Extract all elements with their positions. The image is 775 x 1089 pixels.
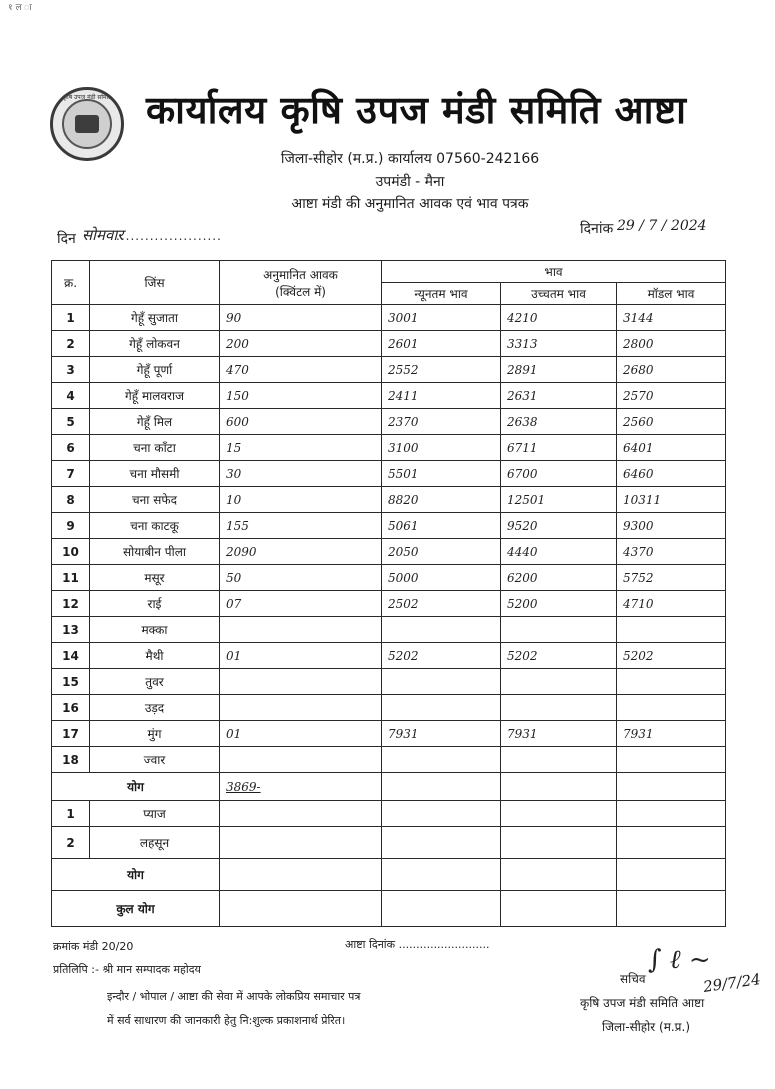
header-submandi: उपमंडी - मैना (375, 174, 445, 190)
page-title: कार्यालय कृषि उपज मंडी समिति आष्टा (146, 88, 687, 132)
row-sn: 4 (52, 383, 90, 409)
row-model-price: 6460 (617, 461, 726, 487)
row-arrival (220, 747, 382, 773)
row-arrival: 150 (220, 383, 382, 409)
table-row (52, 643, 726, 669)
row-sn: 8 (52, 487, 90, 513)
total-label: योग (52, 859, 220, 891)
row-model-price: 10311 (617, 487, 726, 513)
table-row (52, 565, 726, 591)
grand-total-label: कुल योग (52, 891, 220, 927)
header-serial-number: क्र. (52, 261, 90, 305)
total-row (52, 859, 726, 891)
row-commodity: मैथी (90, 643, 220, 669)
row-max-price: 12501 (501, 487, 617, 513)
row-max-price: 6711 (501, 435, 617, 461)
row-sn: 15 (52, 669, 90, 695)
row-max-price: 6200 (501, 565, 617, 591)
table-row (52, 695, 726, 721)
row-sn: 11 (52, 565, 90, 591)
row-min-price: 5202 (382, 643, 501, 669)
row-arrival: 600 (220, 409, 382, 435)
signature-org: कृषि उपज मंडी समिति आष्टा (580, 996, 705, 1010)
signature-mark: ∫ ℓ ~ (648, 945, 711, 975)
table-row (52, 669, 726, 695)
row-model-price (617, 695, 726, 721)
row-commodity: गेहूँ लोकवन (90, 331, 220, 357)
row-commodity: चना काटकू (90, 513, 220, 539)
row-min-price (382, 669, 501, 695)
row-min-price: 7931 (382, 721, 501, 747)
table-row (52, 827, 726, 859)
row-commodity: चना मौसमी (90, 461, 220, 487)
table-row (52, 747, 726, 773)
row-max-price: 7931 (501, 721, 617, 747)
row-arrival: 10 (220, 487, 382, 513)
row-min-price (382, 617, 501, 643)
row-min-price (382, 747, 501, 773)
row-min-price: 2502 (382, 591, 501, 617)
row-commodity: लहसून (90, 827, 220, 859)
table-row (52, 331, 726, 357)
total-arrival: 3869- (220, 773, 382, 801)
table-row (52, 591, 726, 617)
row-sn: 16 (52, 695, 90, 721)
row-arrival: 90 (220, 305, 382, 331)
row-model-price: 7931 (617, 721, 726, 747)
row-commodity: मक्का (90, 617, 220, 643)
row-sn: 14 (52, 643, 90, 669)
row-commodity: गेहूँ मालवराज (90, 383, 220, 409)
row-max-price: 5200 (501, 591, 617, 617)
row-model-price (617, 747, 726, 773)
table-row (52, 305, 726, 331)
row-min-price: 2552 (382, 357, 501, 383)
row-max-price (501, 669, 617, 695)
row-min-price: 5000 (382, 565, 501, 591)
row-model-price (617, 669, 726, 695)
row-commodity: मसूर (90, 565, 220, 591)
date-label: दिनांक (580, 221, 614, 237)
row-arrival (220, 669, 382, 695)
price-table (51, 260, 726, 927)
header-commodity: जिंस (90, 261, 220, 305)
footer-note: में सर्व साधारण की जानकारी हेतु नि:शुल्क प्रकाशनार्थ प्रेरित। (107, 1014, 346, 1027)
row-commodity: राई (90, 591, 220, 617)
row-max-price (501, 747, 617, 773)
row-commodity: चना काँटा (90, 435, 220, 461)
header-subtitle: आष्टा मंडी की अनुमानित आवक एवं भाव पत्रक (291, 196, 529, 212)
row-sn: 18 (52, 747, 90, 773)
table-row (52, 383, 726, 409)
header-arrival-label: अनुमानित आवक (263, 267, 338, 282)
row-min-price: 2411 (382, 383, 501, 409)
row-max-price: 4210 (501, 305, 617, 331)
row-min-price (382, 695, 501, 721)
row-max-price: 4440 (501, 539, 617, 565)
row-sn: 1 (52, 305, 90, 331)
table-row (52, 435, 726, 461)
row-min-price: 3100 (382, 435, 501, 461)
row-commodity: तुवर (90, 669, 220, 695)
footer-ref-number: क्रमांक मंडी 20/20 (53, 940, 134, 953)
date-value: 29 / 7 / 2024 (617, 218, 707, 234)
grand-total-row (52, 891, 726, 927)
row-model-price: 6401 (617, 435, 726, 461)
row-sn: 2 (52, 331, 90, 357)
row-commodity: गेहूँ पूर्णा (90, 357, 220, 383)
row-commodity: गेहूँ सुजाता (90, 305, 220, 331)
row-max-price (501, 695, 617, 721)
row-min-price: 3001 (382, 305, 501, 331)
total-label: योग (52, 773, 220, 801)
row-arrival (220, 617, 382, 643)
row-model-price: 9300 (617, 513, 726, 539)
row-commodity: चना सफेद (90, 487, 220, 513)
signature-label: सचिव (620, 972, 646, 986)
tractor-emblem-icon (75, 115, 99, 133)
row-model-price: 4710 (617, 591, 726, 617)
row-min-price: 2370 (382, 409, 501, 435)
row-model-price: 2560 (617, 409, 726, 435)
table-row (52, 357, 726, 383)
table-row (52, 461, 726, 487)
row-commodity: प्याज (90, 801, 220, 827)
row-min-price: 5501 (382, 461, 501, 487)
table-row (52, 513, 726, 539)
row-max-price: 5202 (501, 643, 617, 669)
row-sn: 2 (52, 827, 90, 859)
row-sn: 17 (52, 721, 90, 747)
row-commodity: उड़द (90, 695, 220, 721)
row-sn: 7 (52, 461, 90, 487)
day-label: दिन (57, 231, 76, 247)
row-sn: 9 (52, 513, 90, 539)
footer-copy-to: प्रतिलिपि :- श्री मान सम्पादक महोदय (53, 963, 201, 976)
total-row (52, 773, 726, 801)
row-commodity: ज्वार (90, 747, 220, 773)
table-row (52, 801, 726, 827)
row-arrival (220, 695, 382, 721)
row-sn: 1 (52, 801, 90, 827)
table-row (52, 539, 726, 565)
row-max-price: 9520 (501, 513, 617, 539)
row-max-price: 2631 (501, 383, 617, 409)
row-min-price: 2050 (382, 539, 501, 565)
row-commodity: गेहूँ मिल (90, 409, 220, 435)
row-min-price: 8820 (382, 487, 501, 513)
corner-mark: १ ल ा (8, 3, 32, 13)
day-dots: ...................... (116, 229, 222, 243)
row-arrival: 50 (220, 565, 382, 591)
day-value: सोमवार (82, 226, 124, 244)
footer-distribution: इन्दौर / भोपाल / आष्टा की सेवा में आपके लोकप्रिय समाचार पत्र (107, 990, 361, 1003)
row-model-price: 5752 (617, 565, 726, 591)
row-max-price: 3313 (501, 331, 617, 357)
row-arrival: 470 (220, 357, 382, 383)
row-arrival: 01 (220, 721, 382, 747)
header-arrival (220, 261, 382, 305)
row-sn: 3 (52, 357, 90, 383)
row-arrival: 01 (220, 643, 382, 669)
header-model-price: मॉडल भाव (617, 283, 726, 305)
row-sn: 5 (52, 409, 90, 435)
header-price: भाव (382, 261, 726, 283)
row-model-price: 4370 (617, 539, 726, 565)
row-max-price (501, 617, 617, 643)
row-min-price: 5061 (382, 513, 501, 539)
row-commodity: मुंग (90, 721, 220, 747)
row-model-price: 3144 (617, 305, 726, 331)
row-model-price: 2800 (617, 331, 726, 357)
row-max-price: 2638 (501, 409, 617, 435)
header-arrival-unit: (क्विंटल में) (275, 284, 326, 299)
row-sn: 10 (52, 539, 90, 565)
header-max-price: उच्चतम भाव (501, 283, 617, 305)
row-arrival: 200 (220, 331, 382, 357)
row-min-price: 2601 (382, 331, 501, 357)
row-sn: 12 (52, 591, 90, 617)
row-model-price: 2570 (617, 383, 726, 409)
signature-date: 29/7/24 (702, 970, 762, 996)
row-sn: 13 (52, 617, 90, 643)
row-arrival: 07 (220, 591, 382, 617)
row-model-price: 2680 (617, 357, 726, 383)
row-max-price: 2891 (501, 357, 617, 383)
row-sn: 6 (52, 435, 90, 461)
row-arrival: 15 (220, 435, 382, 461)
row-commodity: सोयाबीन पीला (90, 539, 220, 565)
mandi-seal-logo (50, 87, 124, 161)
header-address: जिला-सीहोर (म.प्र.) कार्यालय 07560-242166 (280, 151, 540, 167)
row-arrival: 2090 (220, 539, 382, 565)
footer-date-line: आष्टा दिनांक .......................... (345, 938, 490, 951)
row-arrival: 155 (220, 513, 382, 539)
seal-text: कृषि उपज मंडी समिति (62, 94, 112, 101)
signature-district: जिला-सीहोर (म.प्र.) (602, 1020, 691, 1034)
table-row (52, 617, 726, 643)
row-arrival: 30 (220, 461, 382, 487)
row-model-price (617, 617, 726, 643)
table-row (52, 721, 726, 747)
header-min-price: न्यूनतम भाव (382, 283, 501, 305)
row-model-price: 5202 (617, 643, 726, 669)
table-row (52, 409, 726, 435)
row-max-price: 6700 (501, 461, 617, 487)
table-row (52, 487, 726, 513)
